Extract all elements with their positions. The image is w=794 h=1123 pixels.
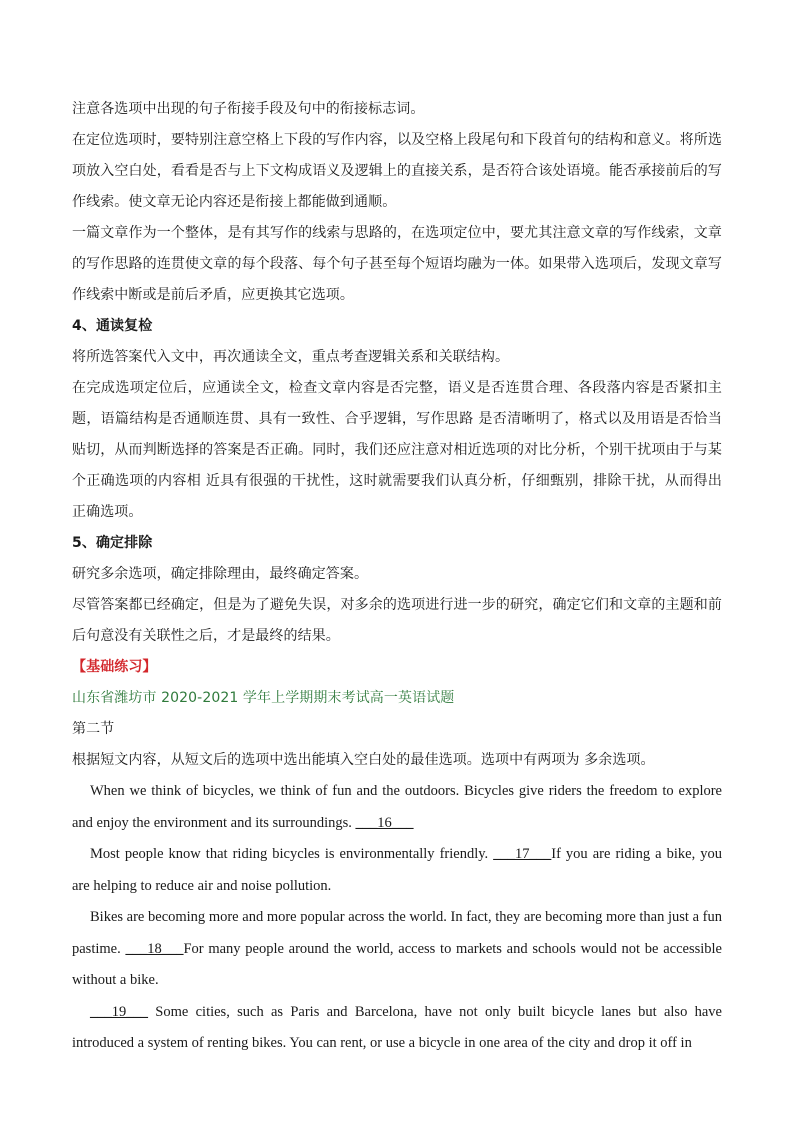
- section-4-line-2: 在完成选项定位后，应通读全文，检查文章内容是否完整，语义是否连贯合理、各段落内容是否紧扣主题，语篇结构是否通顺连贯、具有一致性、合乎逻辑，写作思路 是否清晰明了，格式以及用语是否恰当贴切，从而判断选择的答案是否正确。同时，我们还应注意对相近选项的对比分析，个别干扰项由于与某个正确选项的内容相 近具有很强的干扰性，这时就需要我们认真分析，仔细甄别，排除干扰，从而得出正确选项。: [72, 380, 722, 520]
- practice-part: 第二节: [72, 721, 115, 737]
- section-5-line-2: 尽管答案都已经确定，但是为了避免失误，对多余的选项进行进一步的研究，确定它们和文章的主题和前后句意没有关联性之后，才是最终的结果。: [72, 597, 722, 644]
- section-5-heading: 5、确定排除: [72, 535, 153, 551]
- tip-paragraph-2: 在定位选项时，要特别注意空格上下段的写作内容，以及空格上段尾句和下段首句的结构和意义。将所选项放入空白处，看看是否与上下文构成语义及逻辑上的直接关系，是否符合该处语境。能否承接前后的写作线索。使文章无论内容还是衔接上都能做到通顺。: [72, 132, 722, 210]
- blank-19[interactable]: ___19___: [90, 1003, 148, 1020]
- passage-paragraph-1: When we think of bicycles, we think of fun and the outdoors. Bicycles give riders the freedom to explore and enjoy the environment and its surroundings. ___16___: [72, 783, 722, 831]
- blank-18[interactable]: ___18___: [125, 940, 184, 957]
- passage-paragraph-4: ___19___ Some cities, such as Paris and Barcelona, have not only built bicycle lanes but also have introduced a system of renting bikes. You can rent, or use a bicycle in one area of the city and drop it off in: [72, 1003, 722, 1051]
- practice-label: 【基础练习】: [72, 659, 157, 675]
- section-5-line-1: 研究多余选项，确定排除理由，最终确定答案。: [72, 566, 369, 582]
- page-content: [72, 94, 722, 1060]
- passage-paragraph-2: Most people know that riding bicycles is environmentally friendly. ___17___If you are riding a bike, you are helping to reduce air and noise pollution.: [72, 846, 722, 894]
- tip-paragraph-3: 一篇文章作为一个整体，是有其写作的线索与思路的，在选项定位中，要尤其注意文章的写作线索，文章的写作思路的连贯使文章的每个段落、每个句子甚至每个短语均融为一体。如果带入选项后，发现文章写作线索中断或是前后矛盾，应更换其它选项。: [72, 225, 722, 303]
- passage-paragraph-3: Bikes are becoming more and more popular across the world. In fact, they are becoming more than just a fun pastime. ___18___For many people around the world, access to markets and schools would not be accessible without a bike.: [72, 909, 722, 988]
- practice-source: 山东省潍坊市 2020-2021 学年上学期期末考试高一英语试题: [72, 690, 455, 706]
- tip-paragraph-1: 注意各选项中出现的句子衔接手段及句中的衔接标志词。: [72, 101, 425, 117]
- section-4-heading: 4、通读复检: [72, 318, 153, 334]
- blank-16[interactable]: ___16___: [355, 814, 414, 831]
- blank-17[interactable]: ___17___: [493, 846, 552, 862]
- practice-instruction: 根据短文内容，从短文后的选项中选出能填入空白处的最佳选项。选项中有两项为 多余选项。: [72, 752, 655, 768]
- section-4-line-1: 将所选答案代入文中，再次通读全文，重点考查逻辑关系和关联结构。: [72, 349, 510, 365]
